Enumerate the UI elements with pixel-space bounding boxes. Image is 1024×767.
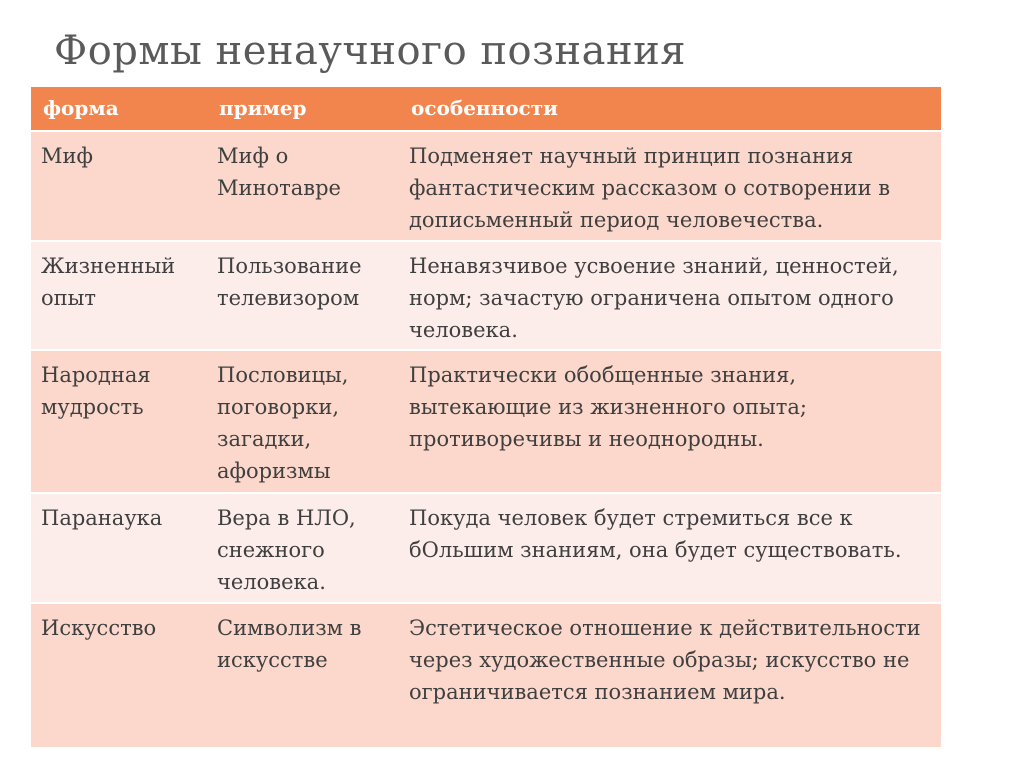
- header-features: особенности: [411, 95, 558, 120]
- cell-form: Миф: [31, 131, 207, 241]
- cell-example: Пословицы, поговорки, загадки, афоризмы: [207, 350, 399, 493]
- cell-example: Вера в НЛО, снежного человека.: [207, 493, 399, 603]
- table-row: [31, 241, 941, 350]
- header-form: форма: [43, 95, 119, 120]
- slide-title: Формы ненаучного познания: [54, 28, 686, 74]
- cell-form: Народная мудрость: [31, 350, 207, 493]
- cell-form: Искусство: [31, 603, 207, 747]
- cell-features: Практически обобщенные знания, вытекающие из жизненного опыта; противоречивы и неоднородны.: [399, 350, 941, 493]
- knowledge-forms-table: [31, 87, 941, 747]
- cell-features: Подменяет научный принцип познания фантастическим рассказом о сотворении в дописьменный период человечества.: [399, 131, 941, 241]
- table-row: [31, 350, 941, 493]
- cell-example: Пользование телевизором: [207, 241, 399, 350]
- cell-features: Ненавязчивое усвоение знаний, ценностей, норм; зачастую ограничена опытом одного человека.: [399, 241, 941, 350]
- table-row: [31, 493, 941, 603]
- cell-example: Миф о Минотавре: [207, 131, 399, 241]
- cell-features: Эстетическое отношение к действительности через художественные образы; искусство не ограничивается познанием мира.: [399, 603, 941, 747]
- cell-example: Символизм в искусстве: [207, 603, 399, 747]
- cell-form: Паранаука: [31, 493, 207, 603]
- table-row: [31, 603, 941, 747]
- table-row: [31, 131, 941, 241]
- header-example: пример: [219, 95, 307, 120]
- cell-features: Покуда человек будет стремиться все к бОльшим знаниям, она будет существовать.: [399, 493, 941, 603]
- table-header-row: [31, 87, 941, 131]
- cell-form: Жизненный опыт: [31, 241, 207, 350]
